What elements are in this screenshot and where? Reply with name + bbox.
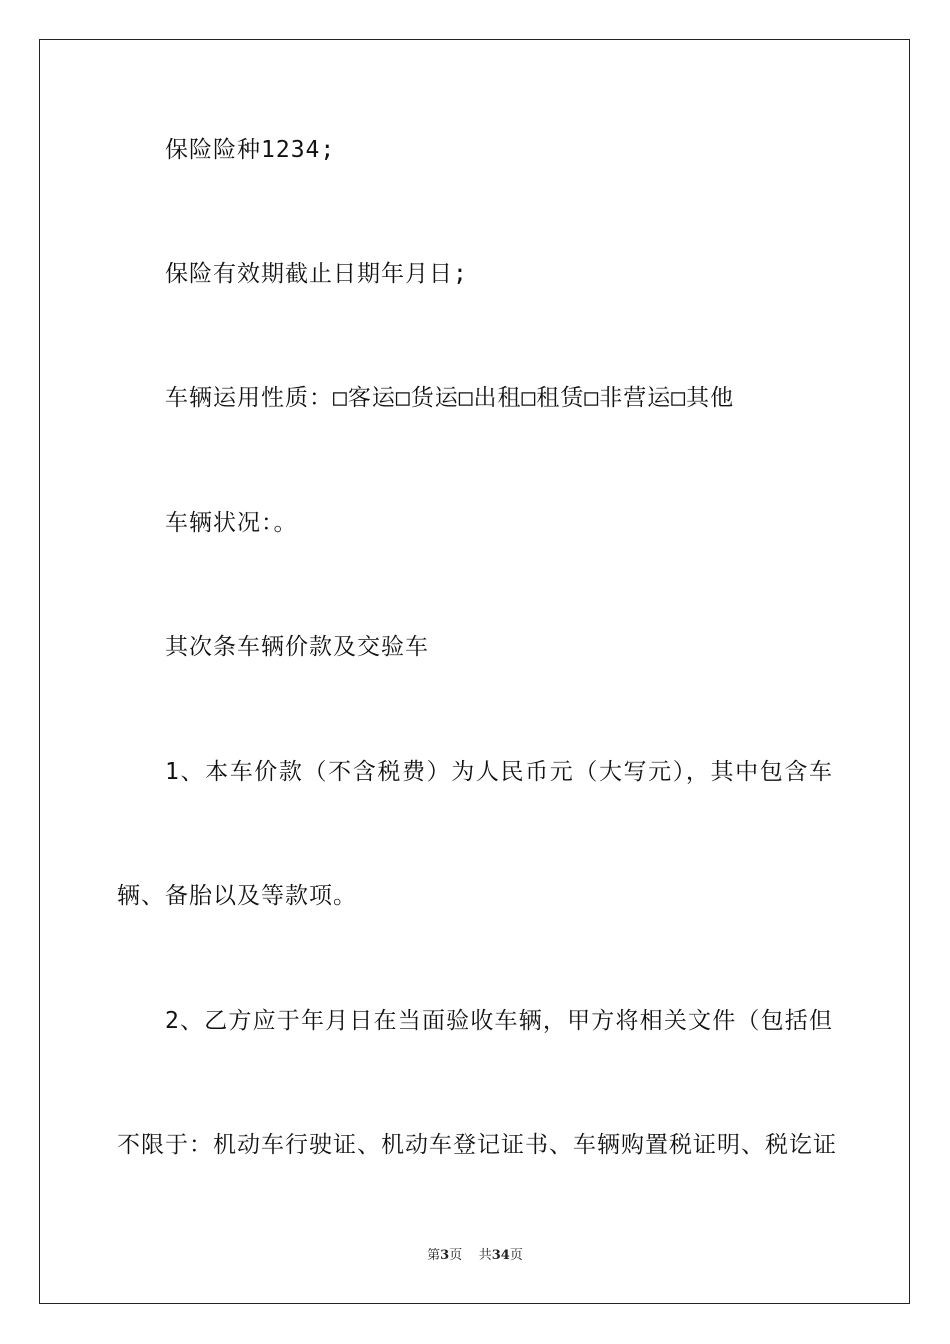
footer-total-label: 页: [509, 1248, 523, 1263]
footer-total-pages: 34: [491, 1248, 510, 1263]
text-line-insurance-type: 保险险种1234;: [165, 137, 336, 163]
footer-current-page: 3: [440, 1248, 450, 1263]
footer-page-label: 页: [449, 1248, 463, 1263]
text-line-vehicle-condition: 车辆状况：。: [165, 510, 298, 536]
text-line-clause-2: 2、乙方应于年月日在当面验收车辆，甲方将相关文件（包括但: [165, 1008, 833, 1034]
text-line-vehicle-usage: 车辆运用性质：□客运□货运□出租□租赁□非营运□其他: [165, 385, 735, 411]
text-line-clause-2-cont: 不限于：机动车行驶证、机动车登记证书、车辆购置税证明、税讫证: [117, 1132, 837, 1158]
section-heading: 其次条车辆价款及交验车: [165, 634, 429, 660]
page-border: [39, 39, 910, 1304]
text-line-insurance-expiry: 保险有效期截止日期年月日;: [165, 261, 468, 287]
text-line-clause-1-cont: 辆、备胎以及等款项。: [117, 883, 357, 909]
footer-prefix: 第: [427, 1248, 441, 1263]
footer-total-prefix: 共: [478, 1248, 492, 1263]
page-footer: [0, 1247, 950, 1265]
text-line-clause-1: 1、本车价款（不含税费）为人民币元（大写元），其中包含车: [165, 759, 833, 785]
